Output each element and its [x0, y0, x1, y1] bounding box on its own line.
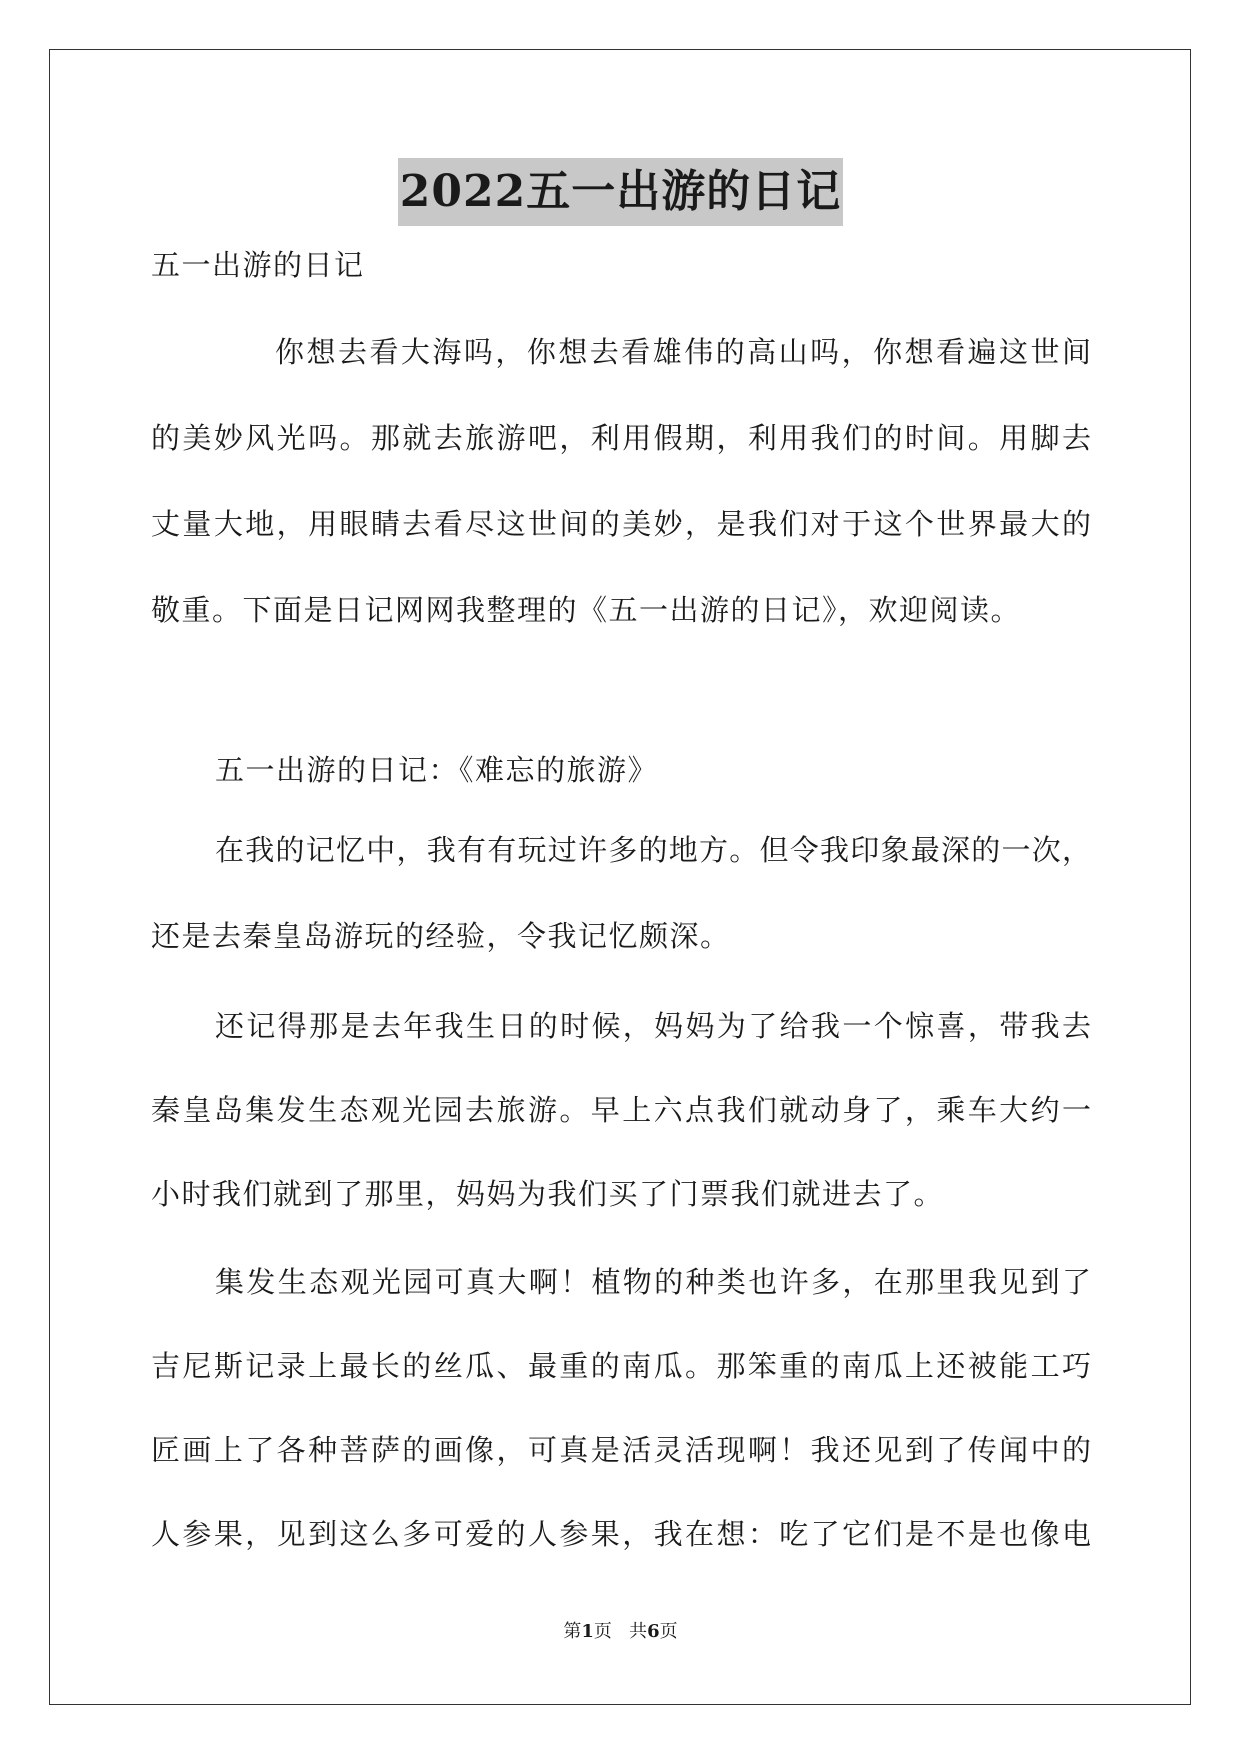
body-line: 在我的记忆中，我有有玩过许多的地方。但令我印象最深的一次，: [215, 833, 1091, 867]
footer-page-suffix: 页: [593, 1621, 612, 1642]
page-footer: [0, 1620, 1241, 1644]
section-heading: 五一出游的日记：《难忘的旅游》: [215, 753, 659, 787]
body-line: 集发生态观光园可真大啊！植物的种类也许多，在那里我见到了: [215, 1265, 1091, 1299]
body-line: 吉尼斯记录上最长的丝瓜、最重的南瓜。那笨重的南瓜上还被能工巧: [151, 1349, 1091, 1383]
footer-total-prefix: 共: [629, 1621, 648, 1642]
intro-line: 的美妙风光吗。那就去旅游吧，利用假期，利用我们的时间。用脚去: [151, 421, 1091, 455]
body-line: 还是去秦皇岛游玩的经验，令我记忆颇深。: [151, 919, 731, 953]
document-subtitle: 五一出游的日记: [151, 248, 365, 282]
body-line: 还记得那是去年我生日的时候，妈妈为了给我一个惊喜，带我去: [215, 1009, 1091, 1043]
footer-total-suffix: 页: [659, 1621, 678, 1642]
footer-prefix: 第: [563, 1621, 582, 1642]
footer-total-pages: 6: [647, 1621, 660, 1642]
body-line: 人参果，见到这么多可爱的人参果，我在想：吃了它们是不是也像电: [151, 1517, 1091, 1551]
document-title: 2022五一出游的日记: [398, 158, 843, 226]
body-line: 小时我们就到了那里，妈妈为我们买了门票我们就进去了。: [151, 1177, 945, 1211]
intro-line: 丈量大地，用眼睛去看尽这世间的美妙，是我们对于这个世界最大的: [151, 507, 1091, 541]
intro-line: 敬重。下面是日记网网我整理的《五一出游的日记》，欢迎阅读。: [151, 593, 1022, 627]
title-container: [0, 158, 1241, 226]
body-line: 匠画上了各种菩萨的画像，可真是活灵活现啊！我还见到了传闻中的: [151, 1433, 1091, 1467]
intro-line: 你想去看大海吗，你想去看雄伟的高山吗，你想看遍这世间: [275, 335, 1091, 369]
footer-page-number: 1: [581, 1621, 594, 1642]
body-line: 秦皇岛集发生态观光园去旅游。早上六点我们就动身了，乘车大约一: [151, 1093, 1091, 1127]
